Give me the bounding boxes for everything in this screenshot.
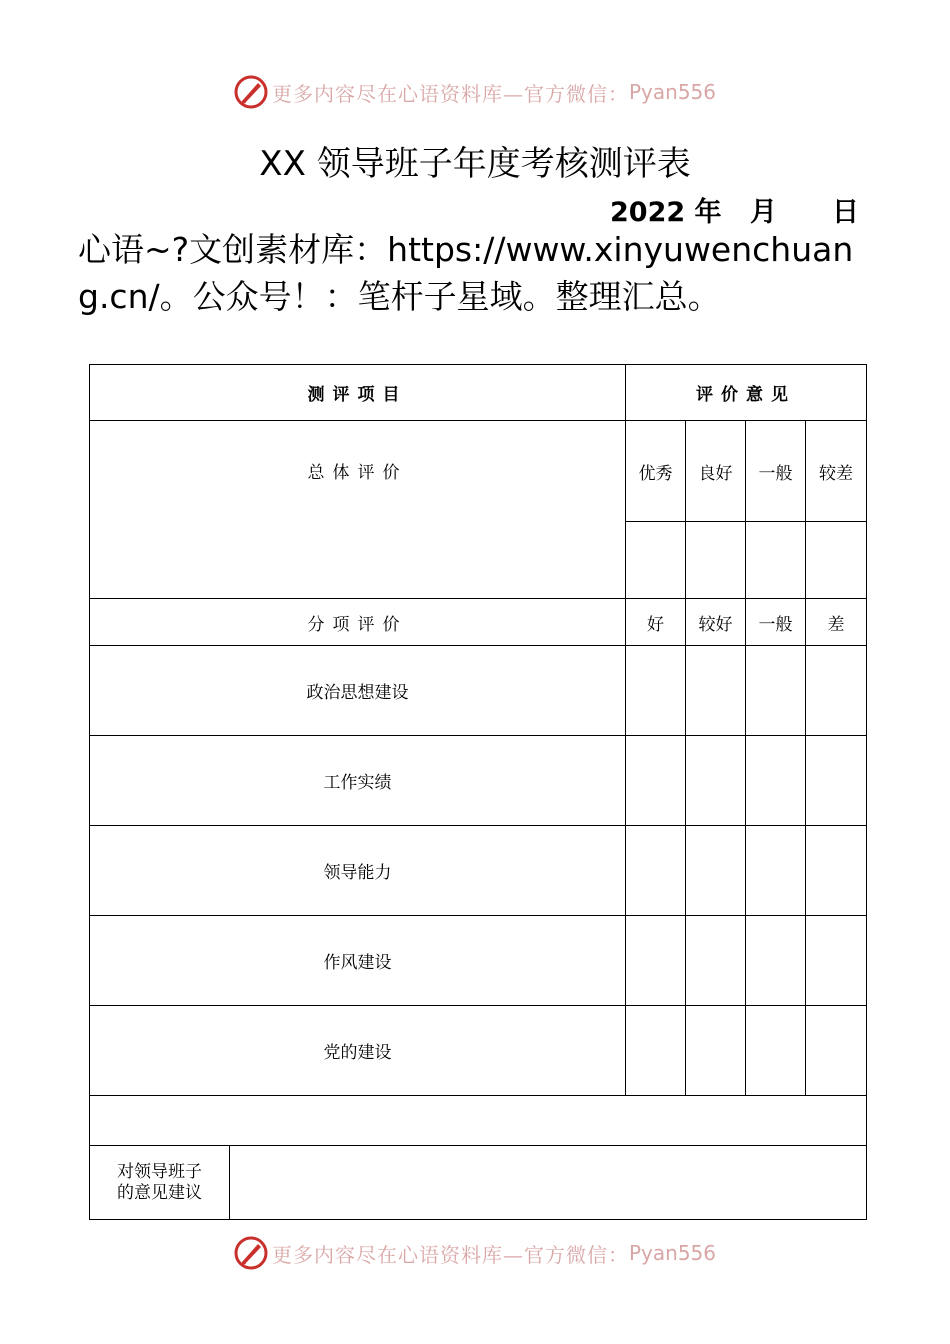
source-note: 心语~?文创素材库：https://www.xinyuwenchuang.cn/。公众号！：笔杆子星域。整理汇总。 <box>78 230 854 316</box>
sub-label-cell: 分项评价 <box>90 599 626 646</box>
suggestion-input-cell[interactable] <box>230 1146 867 1220</box>
overall-label: 总体评价 <box>307 462 408 483</box>
overall-mark-cell[interactable] <box>746 522 806 599</box>
sub-mark-cell[interactable] <box>626 1006 686 1096</box>
sub-option-cell: 差 <box>806 599 867 646</box>
sub-mark-cell[interactable] <box>806 1006 867 1096</box>
sub-mark-cell[interactable] <box>626 736 686 826</box>
date-month: 月 <box>750 197 777 228</box>
sub-mark-cell[interactable] <box>746 916 806 1006</box>
banner-handle: Pyan556 <box>628 1241 716 1265</box>
sub-mark-cell[interactable] <box>686 1006 746 1096</box>
sub-mark-cell[interactable] <box>626 916 686 1006</box>
overall-option-cell: 良好 <box>686 421 746 522</box>
blank-row-cell[interactable] <box>90 1096 867 1146</box>
overall-mark-cell[interactable] <box>806 522 867 599</box>
banner-handle: Pyan556 <box>628 80 716 104</box>
overall-option-cell: 一般 <box>746 421 806 522</box>
sub-option-cell: 好 <box>626 599 686 646</box>
sub-mark-cell[interactable] <box>686 826 746 916</box>
sub-mark-cell[interactable] <box>746 646 806 736</box>
sub-option-cell: 较好 <box>686 599 746 646</box>
date-line <box>560 190 860 228</box>
sub-mark-cell[interactable] <box>806 646 867 736</box>
header-banner <box>0 72 950 112</box>
suggestion-label: 对领导班子的意见建议 <box>117 1161 202 1203</box>
sub-item-cell: 作风建设 <box>90 916 626 1006</box>
sub-item-cell: 领导能力 <box>90 826 626 916</box>
sub-mark-cell[interactable] <box>686 916 746 1006</box>
date-year: 2022 年 <box>610 197 722 228</box>
suggestion-label-cell <box>90 1146 230 1220</box>
sub-mark-cell[interactable] <box>746 1006 806 1096</box>
sub-item-cell: 党的建设 <box>90 1006 626 1096</box>
sub-item-cell: 工作实绩 <box>90 736 626 826</box>
sub-option-cell: 一般 <box>746 599 806 646</box>
overall-mark-cell[interactable] <box>686 522 746 599</box>
overall-option-cell: 较差 <box>806 421 867 522</box>
evaluation-table <box>89 364 867 1220</box>
quill-pen-logo-icon <box>234 1236 268 1270</box>
sub-mark-cell[interactable] <box>686 736 746 826</box>
sub-mark-cell[interactable] <box>626 646 686 736</box>
banner-text: 更多内容尽在心语资料库—官方微信： <box>271 81 629 106</box>
footer-banner <box>0 1233 950 1273</box>
sub-mark-cell[interactable] <box>746 826 806 916</box>
overall-label-cell <box>90 421 626 599</box>
header-item-cell: 测评项目 <box>90 365 626 421</box>
sub-mark-cell[interactable] <box>806 736 867 826</box>
date-day: 日 <box>832 197 859 228</box>
header-opinion-cell: 评价意见 <box>626 365 867 421</box>
page-title: XX 领导班子年度考核测评表 <box>259 144 691 184</box>
quill-pen-logo-icon <box>234 75 268 109</box>
sub-mark-cell[interactable] <box>806 916 867 1006</box>
sub-item-cell: 政治思想建设 <box>90 646 626 736</box>
sub-mark-cell[interactable] <box>806 826 867 916</box>
overall-option-cell: 优秀 <box>626 421 686 522</box>
sub-mark-cell[interactable] <box>626 826 686 916</box>
banner-text: 更多内容尽在心语资料库—官方微信： <box>271 1242 629 1267</box>
overall-mark-cell[interactable] <box>626 522 686 599</box>
sub-mark-cell[interactable] <box>746 736 806 826</box>
sub-mark-cell[interactable] <box>686 646 746 736</box>
